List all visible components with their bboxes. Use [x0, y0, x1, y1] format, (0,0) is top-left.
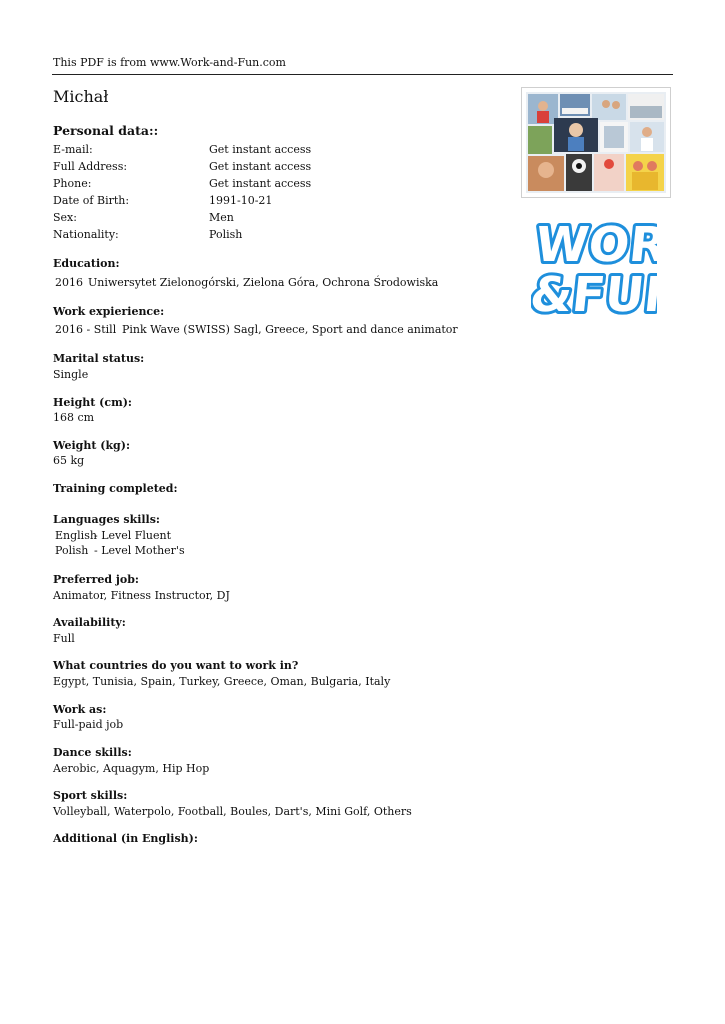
- logo-line1-text: WORK: [532, 217, 657, 273]
- candidate-name: Michał: [53, 87, 109, 106]
- preferred-job-label: Preferred job:: [53, 573, 139, 586]
- address-value[interactable]: Get instant access: [209, 160, 312, 173]
- countries-value: Egypt, Tunisia, Spain, Turkey, Greece, Oman, Bulgaria, Italy: [53, 675, 391, 688]
- nationality-label: Nationality:: [53, 228, 119, 241]
- sex-value: Men: [209, 211, 234, 224]
- availability-label: Availability:: [53, 616, 126, 629]
- education-label: Education:: [53, 257, 120, 270]
- preferred-job-value: Animator, Fitness Instructor, DJ: [53, 589, 230, 602]
- pdf-source-text: This PDF is from www.Work-and-Fun.com: [53, 56, 286, 69]
- education-text: Uniwersytet Zielonogórski, Zielona Góra, Ochrona Środowiska: [88, 276, 439, 289]
- header-divider: [52, 74, 673, 75]
- work-and-fun-logo: [531, 214, 657, 318]
- countries-label: What countries do you want to work in?: [53, 659, 299, 672]
- sport-skills-value: Volleyball, Waterpolo, Football, Boules, Dart's, Mini Golf, Others: [53, 805, 412, 818]
- email-label: E-mail:: [53, 143, 93, 156]
- weight-value: 65 kg: [53, 454, 85, 467]
- sex-label: Sex:: [53, 211, 77, 224]
- personal-row-sex: [53, 211, 453, 227]
- dance-skills-value: Aerobic, Aquagym, Hip Hop: [53, 762, 210, 775]
- height-label: Height (cm):: [53, 396, 132, 409]
- sport-skills-label: Sport skills:: [53, 789, 128, 802]
- personal-row-dob: [53, 194, 453, 210]
- phone-value[interactable]: Get instant access: [209, 177, 312, 190]
- personal-row-email: [53, 143, 453, 159]
- personal-row-nationality: [53, 228, 453, 244]
- logo-line2-text: &FUN: [531, 267, 657, 318]
- work-text: Pink Wave (SWISS) Sagl, Greece, Sport and dance animator: [122, 323, 458, 336]
- logo-line2-outline: &FUN: [531, 267, 657, 318]
- availability-value: Full: [53, 632, 75, 645]
- height-value: 168 cm: [53, 411, 95, 424]
- work-as-label: Work as:: [53, 703, 107, 716]
- marital-status-value: Single: [53, 368, 89, 381]
- nationality-value: Polish: [209, 228, 243, 241]
- marital-status-label: Marital status:: [53, 352, 145, 365]
- work-as-value: Full-paid job: [53, 718, 124, 731]
- work-period: 2016 - Still: [55, 323, 117, 336]
- phone-label: Phone:: [53, 177, 92, 190]
- photo-collage-icon: [521, 87, 671, 198]
- weight-label: Weight (kg):: [53, 439, 131, 452]
- address-label: Full Address:: [53, 160, 128, 173]
- personal-row-address: [53, 160, 453, 176]
- logo-line1-outline: WORK: [532, 217, 657, 273]
- dob-value: 1991-10-21: [209, 194, 273, 207]
- work-experience-label: Work expierience:: [53, 305, 165, 318]
- dance-skills-label: Dance skills:: [53, 746, 132, 759]
- personal-data-title: Personal data::: [53, 123, 159, 138]
- education-year: 2016: [55, 276, 83, 289]
- language-name-polish: Polish: [55, 544, 89, 557]
- additional-label: Additional (in English):: [53, 832, 198, 845]
- training-label: Training completed:: [53, 482, 178, 495]
- personal-row-phone: [53, 177, 453, 193]
- dob-label: Date of Birth:: [53, 194, 130, 207]
- languages-label: Languages skills:: [53, 513, 160, 526]
- language-level-polish: - Level Mother's: [94, 544, 185, 557]
- email-value[interactable]: Get instant access: [209, 143, 312, 156]
- language-name-english: English: [55, 529, 97, 542]
- language-level-english: - Level Fluent: [94, 529, 172, 542]
